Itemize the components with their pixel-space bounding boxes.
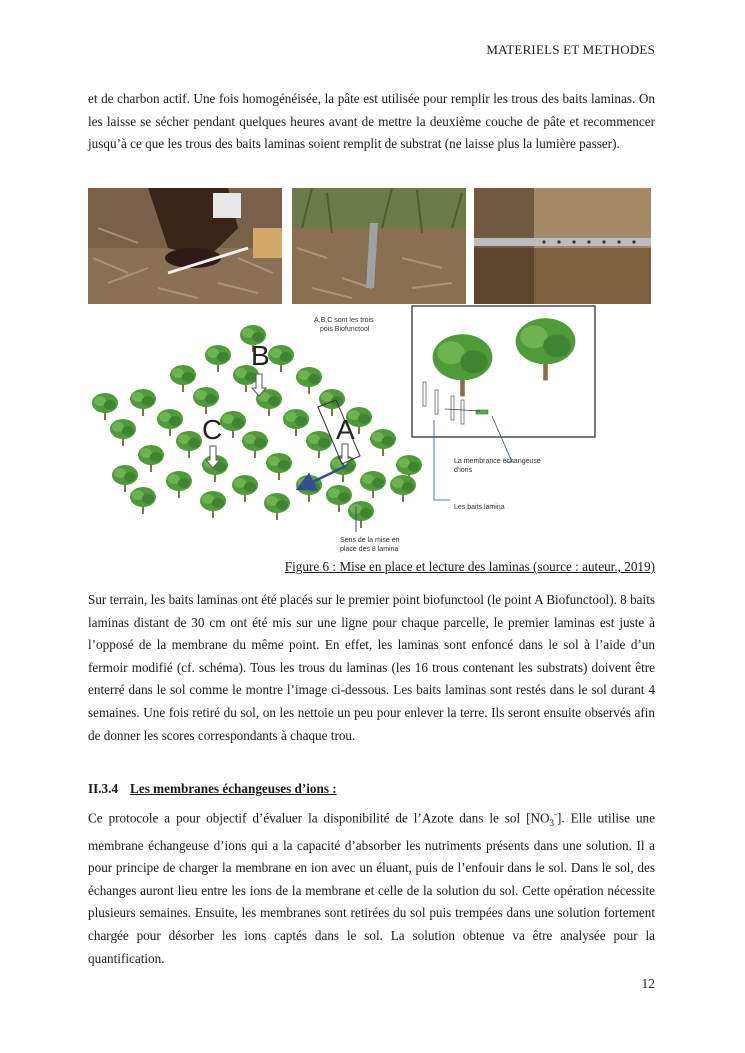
note-line-2: pois Biofunctool [320,326,370,333]
paragraph-terrain: Sur terrain, les baits laminas ont été placés sur le premier point biofunctool (le point A Biofunctool). 8 baits laminas distant de 30 cm ont été mis sur une ligne pour chaque parcelle, le premier laminas est juste à l’opposé de la membrane du même point. En effet, les laminas sont enfoncé dans le sol à l’aide d’un fermoir modifié (cf. schéma). Tous les trous du laminas (les 16 trous contenant les substrats) doivent être enterré dans le sol comme le montre l’image ci-dessous. Les baits laminas sont restés dans le sol durant 4 semaines. Une fois retiré du sol, on les nettoie un peu pour enlever la terre. Ils seront ensuite observés afin de donner les scores correspondants à chaque trou. [88,592,655,743]
section-title: Les membranes échangeuses d’ions : [130,781,337,796]
paragraph-membranes [88,803,655,970]
photo-lamina-closeup [474,188,651,304]
diagram-tree-icon [205,345,231,372]
lamina-placement-diagram [88,304,655,556]
diagram-tree-icon [266,453,292,480]
paragraph-membranes-part2: ]. Elle utilise une membrane échangeuse d’ions qui a la capacité d’absorber les nutriments présents dans une solution. Il a pour principe de charger la membrane en ion avec un éluant, puis de l’enfouir dans le sol. Dans le sol, des échanges auront lieu entre les ions de la membrane et celle de la solution du sol. Cette opération nécessite plusieurs semaines. Ensuite, les membranes sont retirées du sol puis trempées dans une solution fortement chargée pour désorber les ions captés dans le sol. La solution obtenue va être analysée pour la quantification. [88,810,655,966]
diagram-tree-icon [112,465,138,492]
page-number: 12 [641,976,655,991]
diagram-tree-icon [326,485,352,512]
diagram-tree-icon [306,431,332,458]
diagram-tree-icon [193,387,219,414]
diagram-tree-icon [92,393,118,420]
sens-line-2: place des 8 lamina [340,546,399,553]
membrane-label-2: d'ions [454,467,473,474]
diagram-tree-icon [170,365,196,392]
no3-superscript: - [554,809,558,819]
figure-caption: Figure 6 : Mise en place et lecture des laminas (source : auteur., 2019) [284,559,655,574]
diagram-tree-icon [264,493,290,520]
sens-line-1: Sens de la mise en [340,537,400,544]
paragraph-intro: et de charbon actif. Une fois homogénéisée, la pâte est utilisée pour remplir les trous des baits laminas. On les laisse se sécher pendant quelques heures avant de mettre la deuxième couche de pâte et recommencer jusqu’à ce que les trous des baits laminas soient remplit de substrat (ne laisse plus la lumière passer). [88,91,655,152]
section-number: II.3.4 [88,781,119,796]
diagram-tree-icon [390,475,416,502]
diagram-tree-icon [138,445,164,472]
point-b-label: B [251,340,270,371]
diagram-tree-icon [157,409,183,436]
no3-subscript: 3 [549,818,555,829]
photo-lamina-in-litter [292,188,466,304]
diagram-tree-icon [176,431,202,458]
membrane-label-1: La membrance échangeuse [454,458,541,465]
diagram-tree-icon [200,491,226,518]
diagram-tree-icon [220,411,246,438]
diagram-tree-icon [283,409,309,436]
baits-lamina-label: Les baits lamina [454,504,505,511]
diagram-tree-icon [296,367,322,394]
point-c-label: C [202,414,223,445]
diagram-tree-icon [110,419,136,446]
diagram-tree-icon [348,501,374,528]
diagram-tree-icon [370,429,396,456]
diagram-tree-icon [242,431,268,458]
paragraph-membranes-part1: Ce protocole a pour objectif d’évaluer la disponibilité de l’Azote dans le sol [NO [88,810,550,826]
running-header: MATERIELS ET METHODES [486,42,655,57]
diagram-tree-icon [268,345,294,372]
photo-hands-placing-lamina [88,188,282,304]
diagram-tree-icon [166,471,192,498]
point-a-label: A [336,414,355,445]
note-line-1: A,B,C sont les trois [314,317,374,324]
diagram-tree-icon [130,389,156,416]
diagram-tree-icon [232,475,258,502]
section-heading [88,781,337,797]
diagram-tree-icon [360,471,386,498]
diagram-tree-icon [130,487,156,514]
